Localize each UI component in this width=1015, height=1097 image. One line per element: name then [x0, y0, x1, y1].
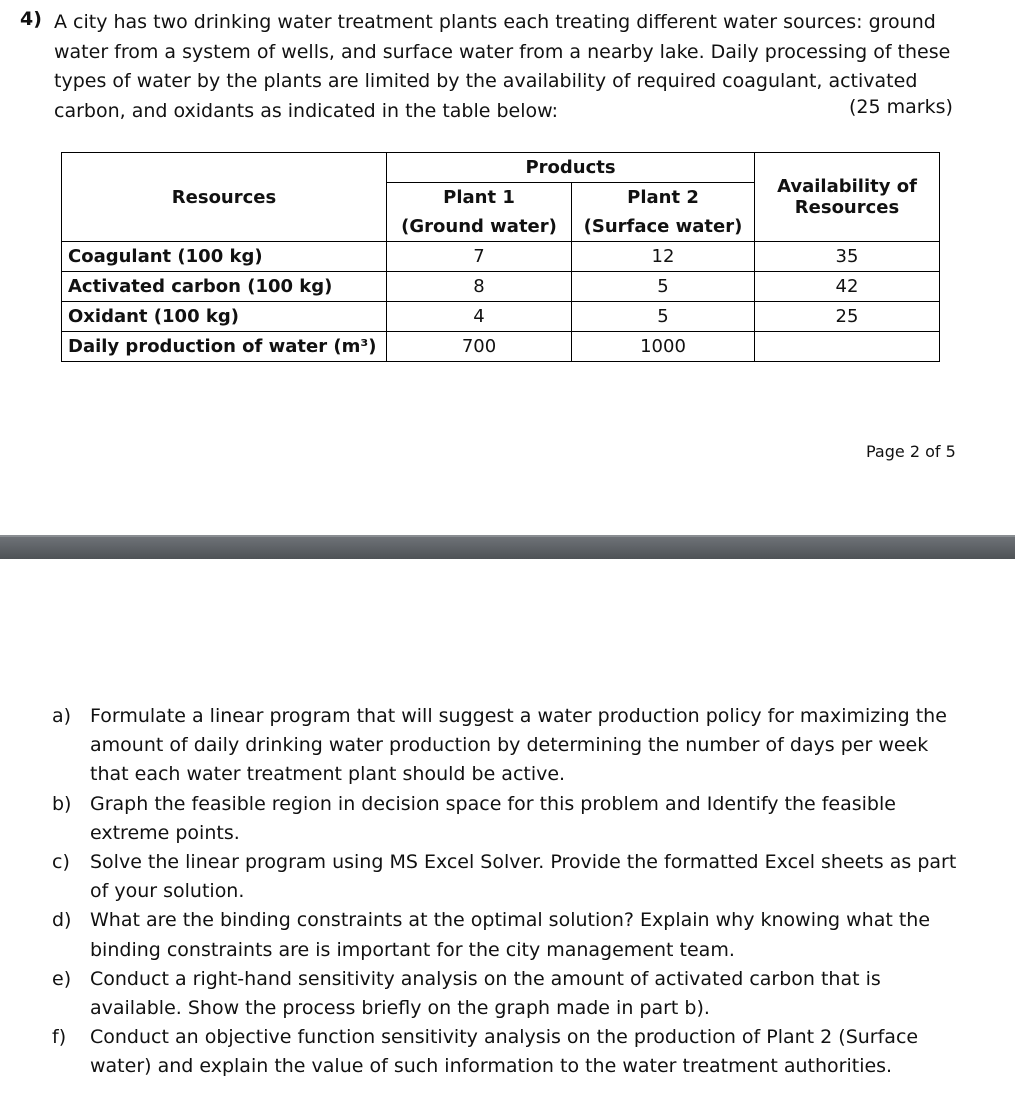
- row-label: Daily production of water (m³): [62, 332, 387, 362]
- part-text: Conduct an objective function sensitivity analysis on the production of Plant 2 (Surface water) and explain the value of such information to the water treatment authorities.: [90, 1026, 919, 1078]
- page-number: Page 2 of 5: [866, 442, 956, 461]
- part-marker: e): [52, 967, 72, 990]
- cell-availability: [755, 332, 940, 362]
- table-row: [62, 302, 940, 332]
- table-row: [62, 242, 940, 272]
- resources-table: [61, 152, 940, 362]
- cell-availability: 25: [755, 302, 940, 332]
- list-item: [52, 702, 957, 790]
- cell-plant1: 7: [387, 242, 572, 272]
- list-item: [52, 848, 957, 906]
- table-row: [62, 332, 940, 362]
- cell-plant1: 700: [387, 332, 572, 362]
- header-resources: Resources: [62, 153, 387, 242]
- cell-plant2: 12: [572, 242, 755, 272]
- part-marker: f): [52, 1026, 67, 1049]
- part-text: What are the binding constraints at the optimal solution? Explain why knowing what the binding constraints are is important for the city management team.: [90, 909, 931, 961]
- header-availability: Availability of Resources: [755, 153, 940, 242]
- list-item: [52, 790, 957, 848]
- part-marker: d): [52, 909, 72, 932]
- question-parts-list: [52, 702, 957, 1082]
- page-separator: [0, 535, 1015, 559]
- header-plant1-source: (Ground water): [387, 212, 572, 242]
- row-label: Activated carbon (100 kg): [62, 272, 387, 302]
- question-text: A city has two drinking water treatment plants each treating different water sources: ground water from a system of wells, and surface water from a nearby lake. Daily processing of these types of water by the plants are limited by the availability of required coagulant, activated carbon, and oxidants as indicated in the table below:: [54, 11, 951, 122]
- header-plant2-name: Plant 2: [572, 183, 755, 213]
- part-text: Formulate a linear program that will suggest a water production policy for maximizing the amount of daily drinking water production by determining the number of days per week that each water treatment plant should be active.: [90, 705, 947, 786]
- header-products: Products: [387, 153, 755, 183]
- part-marker: b): [52, 792, 72, 815]
- part-text: Solve the linear program using MS Excel Solver. Provide the formatted Excel sheets as part of your solution.: [90, 851, 957, 903]
- question-number: 4): [20, 8, 42, 30]
- question-marks: (25 marks): [849, 96, 953, 118]
- cell-plant2: 5: [572, 272, 755, 302]
- cell-availability: 42: [755, 272, 940, 302]
- row-label: Oxidant (100 kg): [62, 302, 387, 332]
- header-plant2-source: (Surface water): [572, 212, 755, 242]
- row-label: Coagulant (100 kg): [62, 242, 387, 272]
- cell-availability: 35: [755, 242, 940, 272]
- list-item: [52, 965, 957, 1023]
- table-row: [62, 272, 940, 302]
- list-item: [52, 1023, 957, 1081]
- cell-plant1: 4: [387, 302, 572, 332]
- list-item: [52, 906, 957, 964]
- part-marker: a): [52, 705, 72, 727]
- header-plant1-name: Plant 1: [387, 183, 572, 213]
- cell-plant2: 1000: [572, 332, 755, 362]
- part-text: Graph the feasible region in decision space for this problem and Identify the feasible extreme points.: [90, 792, 896, 844]
- cell-plant2: 5: [572, 302, 755, 332]
- part-text: Conduct a right-hand sensitivity analysis on the amount of activated carbon that is available. Show the process briefly on the graph made in part b).: [90, 967, 881, 1020]
- cell-plant1: 8: [387, 272, 572, 302]
- part-marker: c): [52, 851, 70, 874]
